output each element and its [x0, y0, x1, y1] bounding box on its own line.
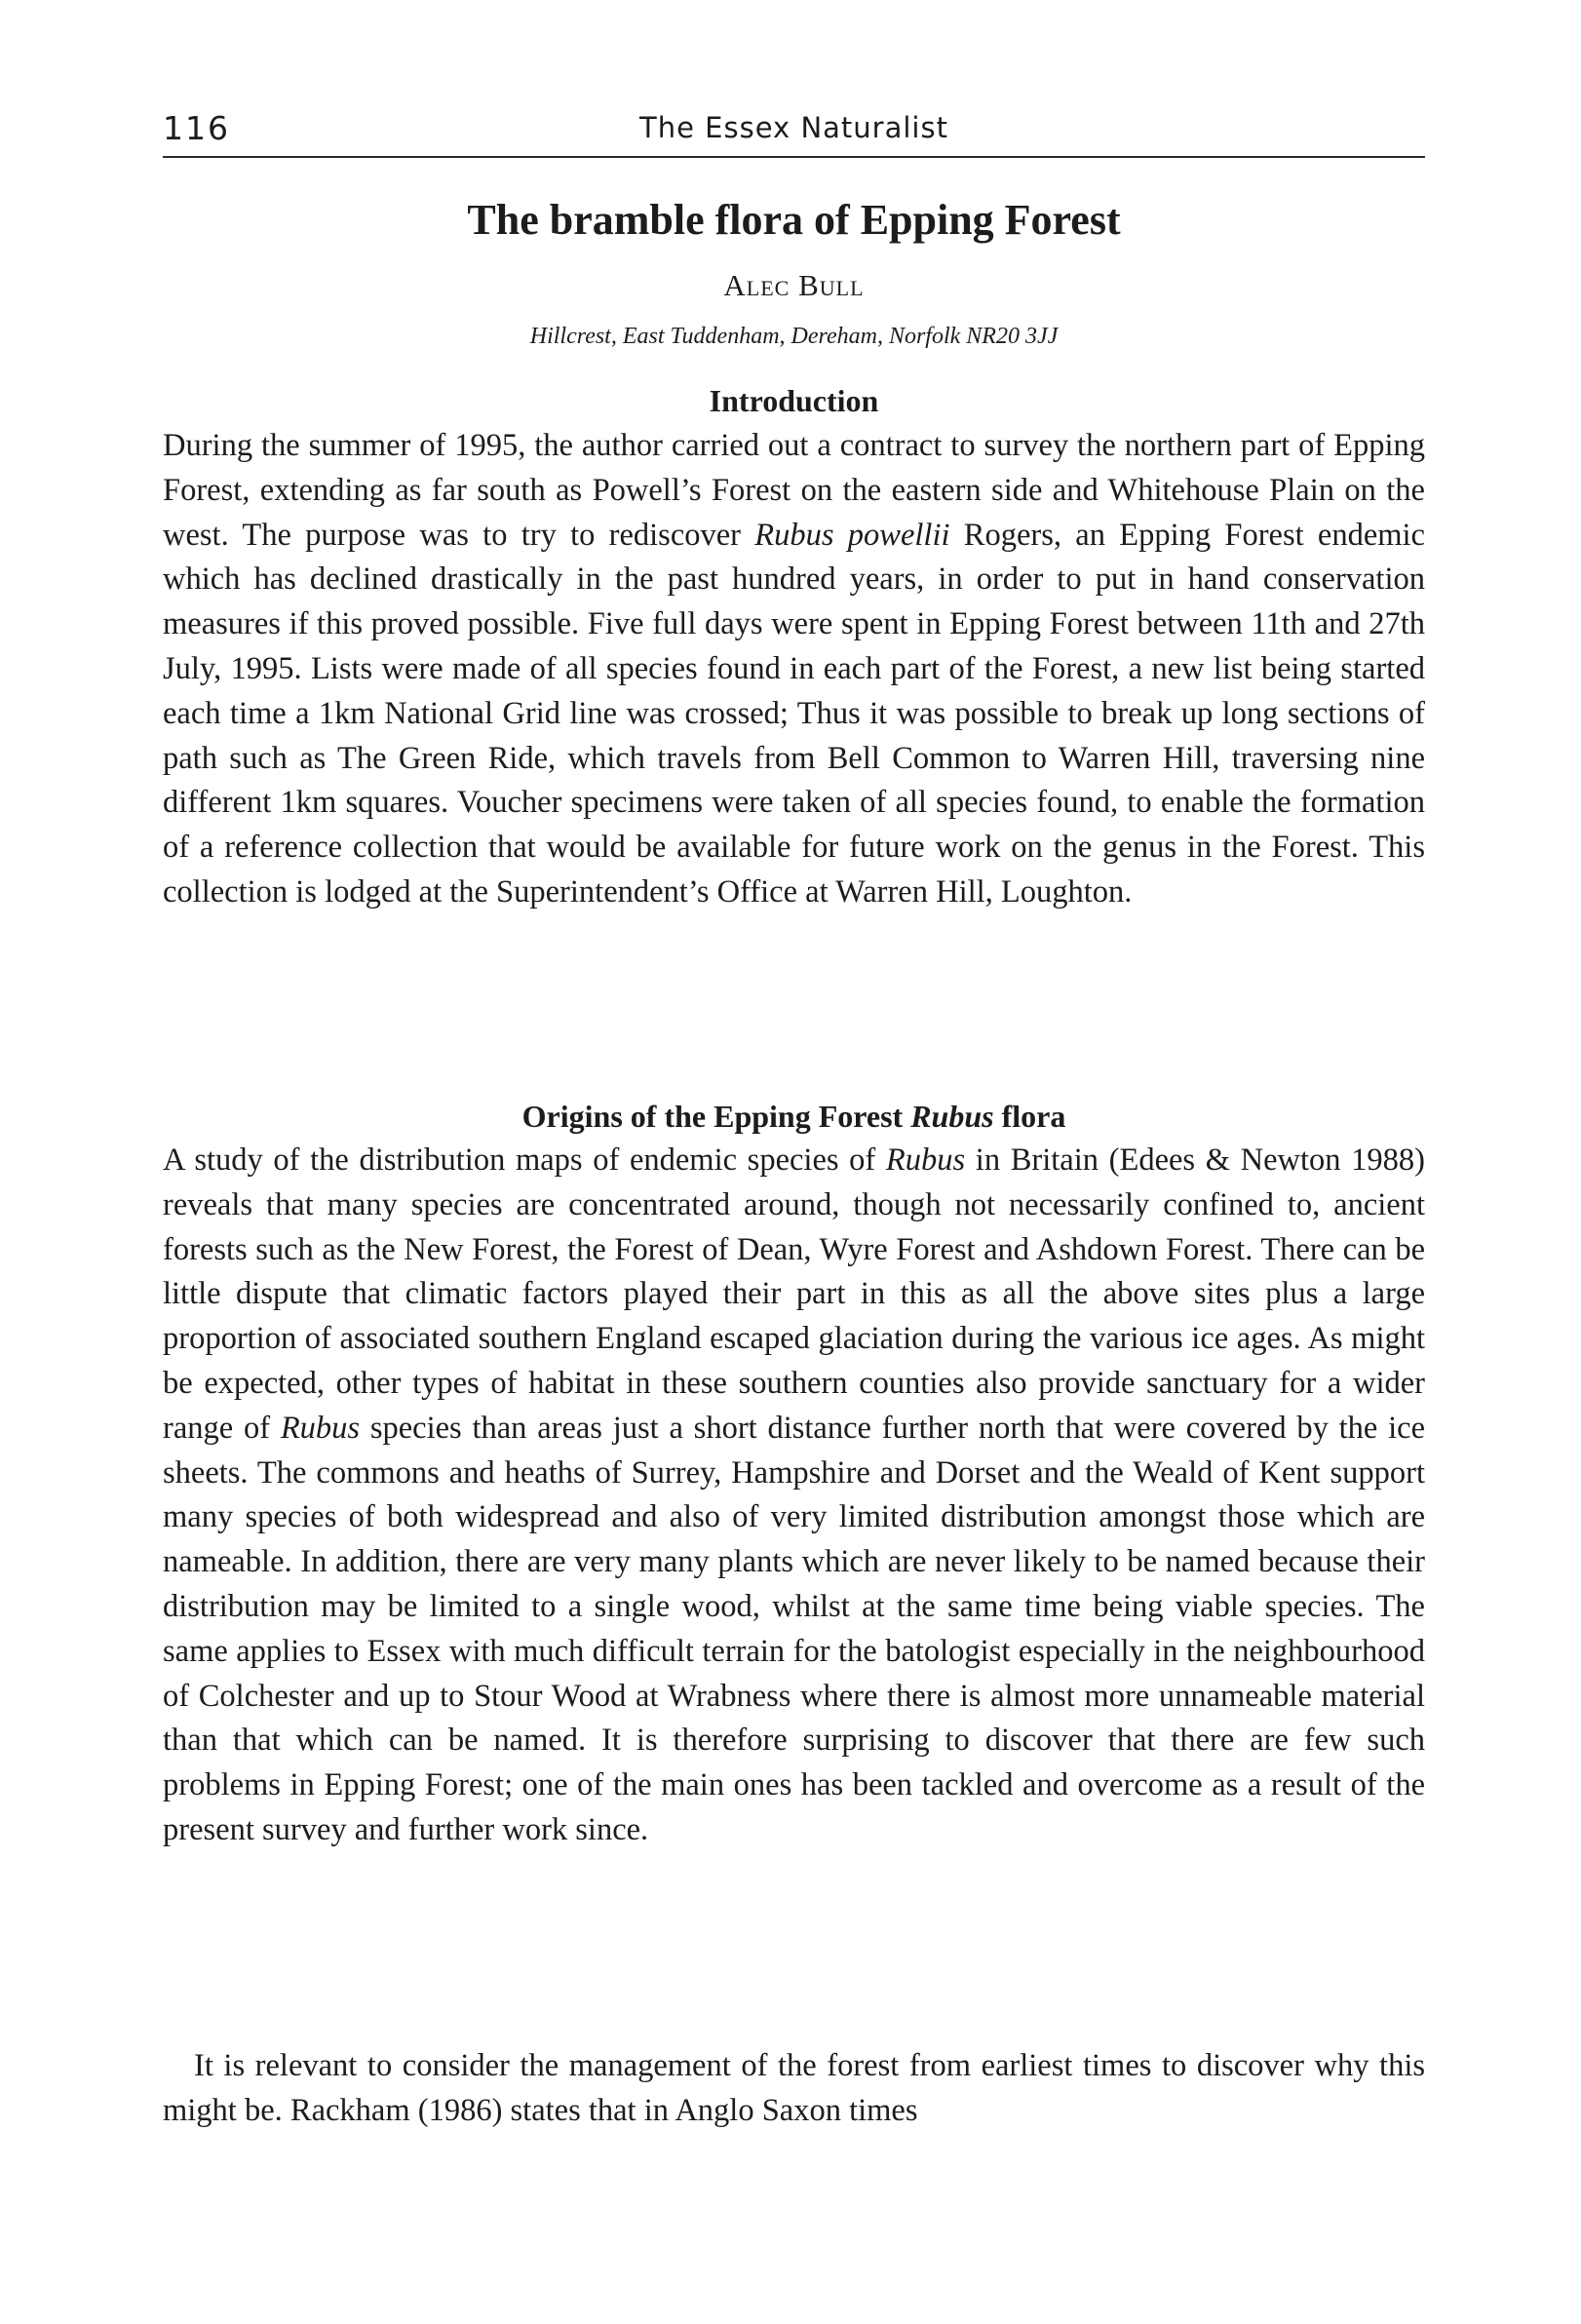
article-title: The bramble flora of Epping Forest: [467, 196, 1121, 244]
paragraph-origins: [163, 1139, 1425, 1853]
genus-name: Rubus: [280, 1410, 361, 1446]
heading-text: Origins of the Epping Forest: [521, 1099, 911, 1134]
page-number: 116: [163, 109, 230, 147]
paragraph-introduction: [163, 424, 1425, 915]
text-run: species than areas just a short distance further north that were covered by the ice sheets. The commons and heaths of Surrey, Hampshire and Dorset and the Weald of Kent support many species of both widespread and also of very limited distribution amongst those which are nameable. In addition, there are very many plants which are never likely to be named because their distribution may be limited to a single wood, whilst at the same time being viable species. The same applies to Essex with much difficult terrain for the batologist especially in the neighbourhood of Colchester and up to Stour Wood at Wrabness where there is almost more unnameable material than that which can be named. It is therefore surprising to discover that there are few such problems in Epping Forest; one of the main ones has been tackled and overcome as a result of the present survey and further work since.: [163, 1410, 1426, 1847]
section-heading-introduction: Introduction: [709, 383, 879, 418]
heading-genus: Rubus: [910, 1099, 994, 1134]
genus-name: Rubus: [885, 1143, 966, 1178]
text-run: During the summer of 1995, the author carried out a contract to survey the northern part of Epping Forest, extending as far south as Powell’s Forest on the eastern side and Whitehouse Plain on the west. The purpose was to try to rediscover: [163, 428, 1425, 553]
text-run: in Britain (Edees & Newton 1988) reveals that many species are concentrated around, though not necessarily confined to, ancient forests such as the New Forest, the Forest of Dean, Wyre Forest and Ashdown Forest. There can be little dispute that climatic factors played their part in this as all the above sites plus a large proportion of associated southern England escaped glaciation during the various ice ages. As might be expected, other types of habitat in these southern counties also provide sanctuary for a wider range of: [163, 1143, 1425, 1446]
text-run: A study of the distribution maps of endemic species of: [163, 1143, 886, 1178]
running-head: [163, 109, 1425, 152]
header-rule: [163, 156, 1425, 158]
journal-name: The Essex Naturalist: [639, 111, 948, 144]
author-name: Alec Bull: [723, 268, 865, 302]
species-name: Rubus powellii: [754, 517, 950, 553]
heading-text: flora: [993, 1099, 1066, 1134]
text-run: Rogers, an Epping Forest endemic which has declined drastically in the past hundred years, in order to put in hand conservation measures if this proved possible. Five full days were spent in Epping Forest between 11th and 27th July, 1995. Lists were made of all species found in each part of the Forest, a new list being started each time a 1km National Grid line was crossed; Thus it was possible to break up long sections of path such as The Green Ride, which travels from Bell Common to Warren Hill, traversing nine different 1km squares. Voucher specimens were taken of all species found, to enable the formation of a reference collection that would be available for future work on the genus in the Forest. This collection is lodged at the Superintendent’s Office at Warren Hill, Loughton.: [163, 517, 1425, 910]
paragraph-management: It is relevant to consider the management of the forest from earliest times to discover why this might be. Rackham (1986) states that in Anglo Saxon times: [163, 2048, 1425, 2128]
author-address: Hillcrest, East Tuddenham, Dereham, Norfolk NR20 3JJ: [529, 324, 1059, 349]
section-heading-origins: [163, 1099, 1425, 1135]
